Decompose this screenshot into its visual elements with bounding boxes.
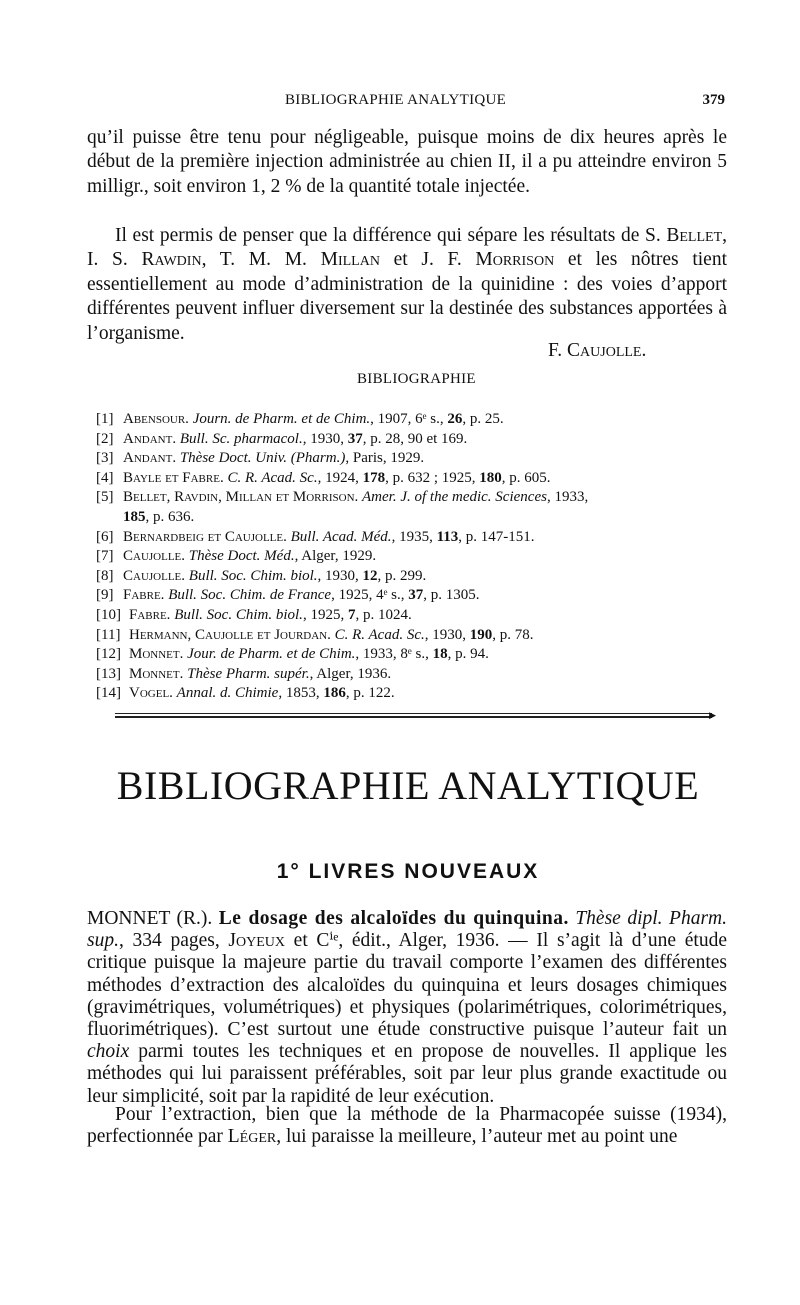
reference-author: Abensour. (123, 411, 189, 427)
reference-item (96, 645, 736, 665)
reference-list (96, 410, 736, 704)
review-author: MONNET (R.). (87, 908, 219, 929)
reference-volume: 37 (408, 587, 424, 604)
bibliography-heading: BIBLIOGRAPHIE (357, 371, 476, 387)
reference-detail: , 1935, (391, 528, 437, 545)
text-run: et les nôtres tient essentiellement au mode d’administration de la quinidine : des voies d’apport différentes peuvent influer diversement sur la destinée des substances apportées à l’organisme. (87, 249, 727, 344)
reference-number: [2] (96, 430, 114, 447)
author-name: Rawdin (141, 249, 202, 271)
author-name: Millan (320, 249, 380, 271)
reference-number: [14] (96, 685, 121, 702)
reference-detail: , Alger, 1929. (294, 548, 377, 565)
reference-title: Bull. Soc. Chim. biol. (188, 567, 318, 584)
reference-item (96, 488, 736, 527)
emphasis-word: choix (87, 1041, 130, 1063)
article-signature (548, 340, 646, 362)
reference-author: Hermann, Caujolle et Jourdan. (129, 626, 331, 643)
reference-detail: , 1933, 8ᵉ s., (355, 646, 433, 663)
reference-author: Fabre. (123, 587, 165, 604)
reference-item (96, 567, 736, 587)
reference-detail: , 1930, (317, 567, 363, 584)
author-name: Morrison (475, 249, 555, 271)
reference-detail: , Paris, 1929. (345, 450, 425, 467)
reference-author: Andant. (123, 430, 177, 447)
text-run: , 334 pages, (118, 930, 229, 952)
reference-author: Caujolle. (123, 548, 186, 565)
book-review-paragraph-2 (87, 1104, 727, 1148)
reference-volume: 7 (347, 606, 356, 623)
reference-title: Amer. J. of the medic. Sciences (362, 489, 547, 506)
reference-detail: , p. 28, 90 et 169. (362, 430, 468, 447)
article-paragraph-2 (87, 224, 727, 346)
reference-volume: 26 (447, 411, 463, 427)
reference-volume: 185 (123, 508, 146, 525)
reference-number: [11] (96, 626, 121, 643)
author-name: Bellet (666, 225, 723, 246)
reference-number: [1] (96, 411, 114, 427)
reference-item (96, 469, 736, 489)
reference-detail: , 1925, 4ᵉ s., (331, 587, 409, 604)
divider-thin-line (115, 713, 712, 714)
text-run: , I. S. (87, 225, 727, 271)
reference-detail: , p. 78. (492, 626, 534, 643)
reference-number: [8] (96, 567, 114, 584)
reference-number: [10] (96, 606, 121, 623)
running-title: BIBLIOGRAPHIE ANALYTIQUE (285, 92, 507, 108)
section-subtitle: 1° LIVRES NOUVEAUX (276, 860, 540, 883)
reference-number: [4] (96, 469, 114, 486)
reference-number: [5] (96, 489, 114, 506)
reference-title: Thèse Doct. Univ. (Pharm.) (179, 450, 346, 467)
reference-number: [9] (96, 587, 114, 604)
reference-author: Monnet. (129, 665, 184, 682)
reference-title: Thèse Pharm. supér. (187, 665, 310, 682)
reference-continuation (123, 508, 736, 528)
text-run: , lui paraisse la meilleure, l’auteur met au point une (276, 1126, 678, 1148)
reference-title: C. R. Acad. Sc. (227, 469, 318, 486)
text-run: Il est permis de penser que la différence qui sépare les résultats de S. (115, 225, 667, 246)
divider-end-mark: ▶ (709, 710, 716, 720)
reference-volume: 186 (323, 685, 346, 702)
reference-title: Jour. de Pharm. et de Chim. (187, 646, 356, 663)
text-run: Pour l’extraction, bien que la méthode de la Pharmacopée suisse (1934), perfectionnée par (87, 1104, 727, 1148)
reference-author: Bernardbeig et Caujolle. (123, 528, 287, 545)
reference-item (96, 665, 736, 685)
reference-volume: 180 (479, 469, 502, 486)
reference-item (96, 547, 736, 567)
text-run: , T. M. M. (201, 249, 321, 271)
reference-detail: , p. 636. (145, 508, 195, 525)
reference-detail: , 1924, (317, 469, 363, 486)
text-run: et Cⁱᵉ, édit., Alger, 1936. — Il s’agit là d’une étude critique puisque la majeure partie du travail comporte l’examen des différentes méthodes d’extraction des alcaloïdes du quinquina et leurs dosages chimiques (gravimétriques, volumétriques) et physiques (polarimétriques, colorimétriques, fluorimétriques). C’est surtout une étude constructive puisque l’auteur fait un (87, 930, 727, 1041)
reference-author: Fabre. (129, 606, 171, 623)
reference-volume: 178 (362, 469, 386, 486)
running-header (95, 92, 725, 114)
section-title: BIBLIOGRAPHIE ANALYTIQUE (116, 763, 700, 808)
reference-detail: , p. 25. (462, 411, 504, 427)
reference-item (96, 606, 736, 626)
reference-author: Caujolle. (123, 567, 186, 584)
reference-title: Bull. Acad. Méd. (290, 528, 392, 545)
page-number: 379 (702, 92, 725, 108)
publisher-name: Joyeux (228, 930, 285, 952)
reference-volume: 12 (362, 567, 378, 584)
reference-title: Journ. de Pharm. et de Chim. (192, 411, 371, 427)
reference-detail: , 1925, (302, 606, 348, 623)
reference-detail: , 1930, (302, 430, 348, 447)
reference-volume: 37 (347, 430, 363, 447)
section-divider (115, 710, 716, 720)
reference-author: Monnet. (129, 646, 184, 663)
reference-title: Thèse Doct. Méd. (188, 548, 295, 565)
reference-detail: , p. 122. (345, 685, 395, 702)
reference-number: [3] (96, 450, 114, 467)
author-name: Léger (227, 1126, 277, 1148)
reference-detail: , p. 94. (447, 646, 489, 663)
reference-title: Bull. Soc. Chim. de France (168, 587, 332, 604)
reference-author: Bellet, Ravdin, Millan et Morrison. (123, 489, 359, 506)
reference-title: C. R. Acad. Sc. (334, 626, 425, 643)
reference-item (96, 449, 736, 469)
reference-detail: , p. 632 ; 1925, (385, 469, 480, 486)
book-review-paragraph (87, 908, 727, 1108)
review-publication: Thèse dipl. Pharm. sup. (87, 908, 727, 952)
reference-item (96, 626, 736, 646)
reference-item (96, 410, 736, 430)
reference-title: Bull. Sc. pharmacol. (179, 430, 303, 447)
reference-volume: 190 (469, 626, 493, 643)
signature-name: Caujolle. (567, 340, 647, 361)
reference-detail: , p. 605. (501, 469, 551, 486)
review-book-title: Le dosage des alcaloïdes du quinquina. (218, 908, 569, 929)
article-paragraph: qu’il puisse être tenu pour négligeable, puisque moins de dix heures après le début de la première injection administrée au chien II, il a pu atteindre environ 5 milligr., soit environ 1, 2 % de la quantité totale injectée. (87, 127, 727, 197)
reference-detail: , p. 1024. (355, 606, 412, 623)
reference-number: [12] (96, 646, 121, 663)
reference-detail: , 1907, 6ᵉ s., (370, 411, 448, 427)
reference-item (96, 684, 736, 704)
reference-detail: , 1933, (546, 489, 589, 506)
reference-number: [7] (96, 548, 114, 565)
text-run: parmi toutes les techniques et en propose de nouvelles. Il applique les méthodes qui lui paraissent préférables, soit par leur plus grande exactitude ou leur simplicité, soit par la rapidité de leur exécution. (87, 1041, 727, 1107)
reference-volume: 18 (432, 646, 448, 663)
reference-detail: , p. 299. (377, 567, 427, 584)
reference-detail: , 1853, (278, 685, 324, 702)
reference-detail: , Alger, 1936. (309, 665, 392, 682)
signature-initial: F. (548, 340, 568, 361)
divider-thick-line (115, 716, 712, 718)
reference-author: Bayle et Fabre. (123, 469, 224, 486)
reference-author: Vogel. (129, 685, 173, 702)
reference-title: Annal. d. Chimie (176, 685, 279, 702)
text-run: et J. F. (379, 249, 476, 271)
reference-number: [13] (96, 665, 121, 682)
reference-detail: , p. 147-151. (458, 528, 535, 545)
reference-item (96, 430, 736, 450)
reference-author: Andant. (123, 450, 177, 467)
reference-detail: , 1930, (424, 626, 470, 643)
reference-number: [6] (96, 528, 114, 545)
reference-item (96, 586, 736, 606)
reference-detail: , p. 1305. (423, 587, 480, 604)
reference-item (96, 528, 736, 548)
reference-volume: 113 (436, 528, 459, 545)
reference-title: Bull. Soc. Chim. biol. (174, 606, 303, 623)
